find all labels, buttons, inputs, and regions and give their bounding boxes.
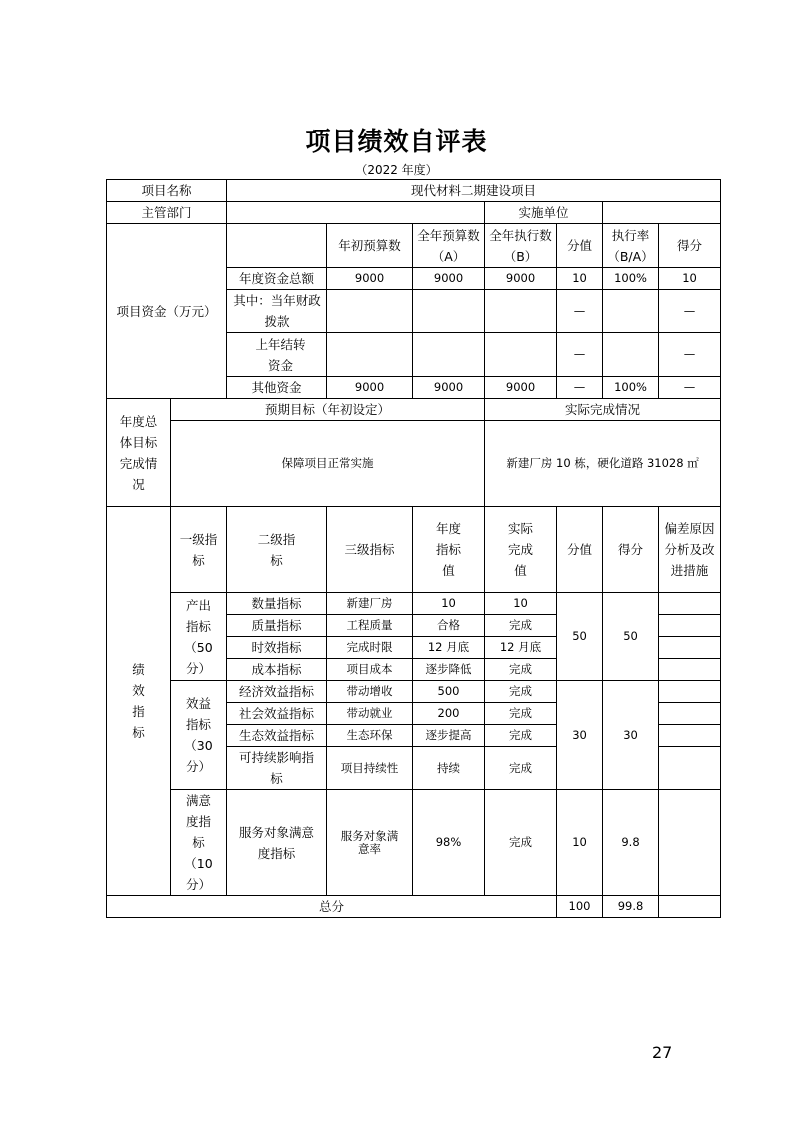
funds-header-blank — [227, 224, 327, 268]
department-row — [107, 202, 721, 224]
indicators-header-level2: 二级指标 — [227, 507, 327, 593]
indicator-note — [659, 593, 721, 615]
goals-header-row — [107, 399, 721, 421]
indicator-note — [659, 703, 721, 725]
indicator-level2: 可持续影响指标 — [227, 747, 327, 790]
funds-row-initial — [327, 333, 413, 377]
indicator-target: 98% — [413, 790, 485, 896]
indicator-level3: 生态环保 — [327, 725, 413, 747]
indicator-row — [107, 681, 721, 703]
indicator-actual: 完成 — [485, 615, 557, 637]
indicators-header-row — [107, 507, 721, 593]
indicator-level3: 带动就业 — [327, 703, 413, 725]
indicator-level2: 社会效益指标 — [227, 703, 327, 725]
goals-expected: 保障项目正常实施 — [171, 421, 485, 507]
goals-row — [107, 421, 721, 507]
indicator-row — [107, 790, 721, 896]
indicator-level3: 项目成本 — [327, 659, 413, 681]
funds-row-name: 年度资金总额 — [227, 268, 327, 290]
indicator-target: 逐步降低 — [413, 659, 485, 681]
indicator-group-score: 50 — [603, 593, 659, 681]
funds-row-executed: 9000 — [485, 268, 557, 290]
indicators-header-actual: 实际完成值 — [485, 507, 557, 593]
indicators-header-target: 年度指标值 — [413, 507, 485, 593]
indicator-actual: 完成 — [485, 659, 557, 681]
indicator-actual: 完成 — [485, 703, 557, 725]
indicator-note — [659, 725, 721, 747]
indicator-actual: 完成 — [485, 747, 557, 790]
funds-row-name: 上年结转资金 — [227, 333, 327, 377]
indicator-row — [107, 593, 721, 615]
funds-row-score: — — [659, 377, 721, 399]
funds-row-rate: 100% — [603, 268, 659, 290]
goals-actual-header: 实际完成情况 — [485, 399, 721, 421]
funds-header-row — [107, 224, 721, 268]
year-subtitle: （2022 年度） — [355, 163, 438, 177]
funds-label: 项目资金（万元） — [107, 224, 227, 399]
indicator-level3: 带动增收 — [327, 681, 413, 703]
performance-table — [106, 179, 721, 918]
indicator-level1: 产出指标（50分） — [171, 593, 227, 681]
funds-header-annual: 全年预算数（A） — [413, 224, 485, 268]
indicator-actual: 完成 — [485, 790, 557, 896]
indicator-target: 合格 — [413, 615, 485, 637]
funds-row-executed — [485, 333, 557, 377]
indicator-level1: 效益指标（30分） — [171, 681, 227, 790]
funds-header-rate: 执行率（B/A） — [603, 224, 659, 268]
indicator-level2: 时效指标 — [227, 637, 327, 659]
funds-row-initial — [327, 290, 413, 333]
indicator-target: 500 — [413, 681, 485, 703]
indicator-level2: 经济效益指标 — [227, 681, 327, 703]
indicator-level2: 生态效益指标 — [227, 725, 327, 747]
indicator-note — [659, 637, 721, 659]
total-note — [659, 896, 721, 918]
funds-row-name: 其他资金 — [227, 377, 327, 399]
funds-row-executed — [485, 290, 557, 333]
indicator-level3: 服务对象满意率 — [327, 790, 413, 896]
indicator-note — [659, 790, 721, 896]
indicator-note — [659, 681, 721, 703]
goals-actual: 新建厂房 10 栋，硬化道路 31028 ㎡ — [485, 421, 721, 507]
indicator-level2: 成本指标 — [227, 659, 327, 681]
indicators-header-level1: 一级指标 — [171, 507, 227, 593]
indicator-level3: 新建厂房 — [327, 593, 413, 615]
funds-row-rate: 100% — [603, 377, 659, 399]
project-name-row — [107, 180, 721, 202]
funds-row-annual — [413, 333, 485, 377]
project-name-value: 现代材料二期建设项目 — [227, 180, 721, 202]
indicator-level3: 工程质量 — [327, 615, 413, 637]
indicators-label: 绩效指标 — [107, 507, 171, 896]
indicators-header-deviation: 偏差原因分析及改进措施 — [659, 507, 721, 593]
funds-row-score-value: — — [557, 333, 603, 377]
funds-row-score: 10 — [659, 268, 721, 290]
indicator-group-score: 9.8 — [603, 790, 659, 896]
department-value — [227, 202, 485, 224]
page-title: 项目绩效自评表 — [305, 127, 488, 156]
indicator-actual: 完成 — [485, 681, 557, 703]
department-label: 主管部门 — [107, 202, 227, 224]
indicator-group-score-value: 10 — [557, 790, 603, 896]
funds-row-annual: 9000 — [413, 377, 485, 399]
funds-row-rate — [603, 290, 659, 333]
total-score-value: 100 — [557, 896, 603, 918]
funds-row-name: 其中：当年财政拨款 — [227, 290, 327, 333]
goals-label: 年度总体目标完成情况 — [107, 399, 171, 507]
funds-row-executed: 9000 — [485, 377, 557, 399]
funds-header-score: 得分 — [659, 224, 721, 268]
indicator-level1: 满意度指标（10分） — [171, 790, 227, 896]
funds-header-initial: 年初预算数 — [327, 224, 413, 268]
indicator-actual: 10 — [485, 593, 557, 615]
indicator-note — [659, 615, 721, 637]
funds-row-score: — — [659, 290, 721, 333]
indicator-group-score-value: 50 — [557, 593, 603, 681]
indicator-target: 200 — [413, 703, 485, 725]
indicator-level3: 完成时限 — [327, 637, 413, 659]
indicator-target: 逐步提高 — [413, 725, 485, 747]
indicator-level2: 质量指标 — [227, 615, 327, 637]
funds-row-annual — [413, 290, 485, 333]
indicator-group-score-value: 30 — [557, 681, 603, 790]
unit-value — [603, 202, 721, 224]
indicators-header-score-value: 分值 — [557, 507, 603, 593]
funds-row-score-value: — — [557, 290, 603, 333]
page-number: 27 — [652, 1043, 673, 1062]
project-name-label: 项目名称 — [107, 180, 227, 202]
funds-row-score: — — [659, 333, 721, 377]
total-score: 99.8 — [603, 896, 659, 918]
funds-header-executed: 全年执行数（B） — [485, 224, 557, 268]
funds-row-initial: 9000 — [327, 377, 413, 399]
indicator-target: 12 月底 — [413, 637, 485, 659]
indicator-group-score: 30 — [603, 681, 659, 790]
indicator-level2: 服务对象满意度指标 — [227, 790, 327, 896]
indicator-actual: 完成 — [485, 725, 557, 747]
funds-row-initial: 9000 — [327, 268, 413, 290]
indicator-target: 10 — [413, 593, 485, 615]
indicator-target: 持续 — [413, 747, 485, 790]
funds-header-score-value: 分值 — [557, 224, 603, 268]
funds-row-score-value: — — [557, 377, 603, 399]
funds-row-annual: 9000 — [413, 268, 485, 290]
unit-label: 实施单位 — [485, 202, 603, 224]
indicator-actual: 12 月底 — [485, 637, 557, 659]
indicator-level2: 数量指标 — [227, 593, 327, 615]
indicators-header-score: 得分 — [603, 507, 659, 593]
funds-row-rate — [603, 333, 659, 377]
total-label: 总分 — [107, 896, 557, 918]
indicator-note — [659, 747, 721, 790]
funds-row-score-value: 10 — [557, 268, 603, 290]
goals-expected-header: 预期目标（年初设定） — [171, 399, 485, 421]
indicator-note — [659, 659, 721, 681]
indicator-level3: 项目持续性 — [327, 747, 413, 790]
indicators-header-level3: 三级指标 — [327, 507, 413, 593]
total-row — [107, 896, 721, 918]
